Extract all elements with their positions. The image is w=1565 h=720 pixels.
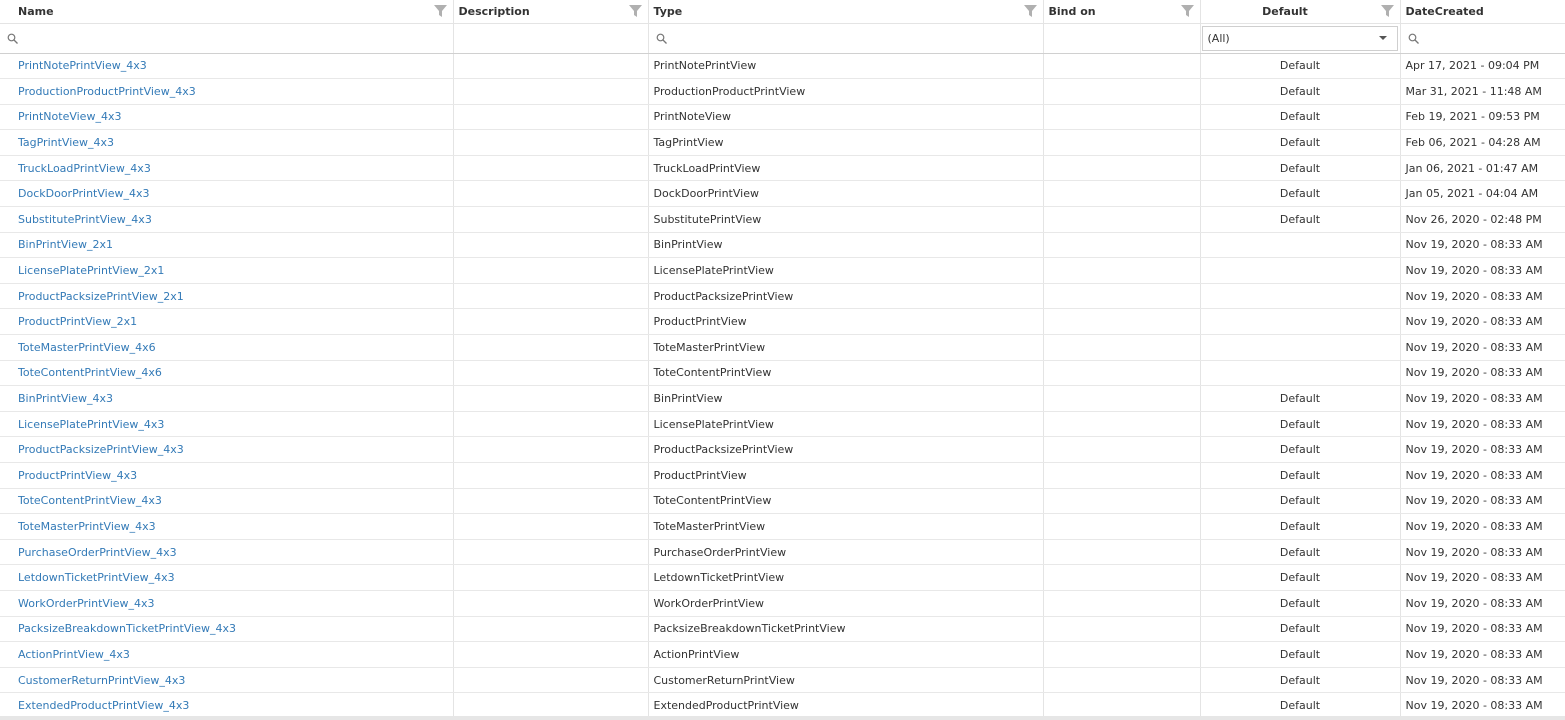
cell-description (453, 155, 648, 181)
cell-default: Default (1200, 539, 1400, 565)
cell-bind-on (1043, 335, 1200, 361)
cell-name (0, 616, 453, 642)
cell-date-created: Nov 19, 2020 - 08:33 AM (1400, 437, 1565, 463)
table-row[interactable] (0, 693, 1565, 719)
cell-type: PrintNotePrintView (648, 53, 1043, 79)
cell-date-created: Jan 05, 2021 - 04:04 AM (1400, 181, 1565, 207)
table-row[interactable] (0, 232, 1565, 258)
cell-type: PrintNoteView (648, 104, 1043, 130)
cell-bind-on (1043, 616, 1200, 642)
cell-date-created: Nov 19, 2020 - 08:33 AM (1400, 565, 1565, 591)
name-link[interactable]: BinPrintView_2x1 (18, 238, 113, 252)
cell-description (453, 207, 648, 233)
cell-description (453, 616, 648, 642)
cell-description (453, 104, 648, 130)
column-header-description-label: Description (458, 4, 530, 18)
filter-funnel-icon[interactable] (1381, 5, 1394, 17)
table-body (0, 53, 1565, 718)
table-row[interactable] (0, 258, 1565, 284)
cell-bind-on (1043, 539, 1200, 565)
cell-default: Default (1200, 463, 1400, 489)
cell-default (1200, 283, 1400, 309)
cell-default: Default (1200, 590, 1400, 616)
cell-description (453, 335, 648, 361)
cell-name (0, 590, 453, 616)
name-link[interactable]: TruckLoadPrintView_4x3 (18, 161, 151, 175)
cell-name (0, 539, 453, 565)
column-header-bind-on[interactable] (1043, 0, 1200, 23)
cell-default: Default (1200, 207, 1400, 233)
cell-description (453, 590, 648, 616)
search-icon (656, 33, 667, 44)
cell-date-created: Jan 06, 2021 - 01:47 AM (1400, 155, 1565, 181)
cell-name (0, 437, 453, 463)
cell-date-created: Apr 17, 2021 - 09:04 PM (1400, 53, 1565, 79)
cell-bind-on (1043, 565, 1200, 591)
cell-default: Default (1200, 104, 1400, 130)
cell-name (0, 335, 453, 361)
filter-funnel-icon[interactable] (629, 5, 642, 17)
table-row[interactable] (0, 514, 1565, 540)
table-row[interactable] (0, 207, 1565, 233)
cell-description (453, 283, 648, 309)
cell-type: DockDoorPrintView (648, 181, 1043, 207)
cell-name (0, 181, 453, 207)
cell-date-created: Feb 06, 2021 - 04:28 AM (1400, 130, 1565, 156)
cell-description (453, 514, 648, 540)
cell-default (1200, 335, 1400, 361)
name-link[interactable]: LicensePlatePrintView_2x1 (18, 264, 165, 278)
table-row[interactable] (0, 411, 1565, 437)
cell-type: ToteContentPrintView (648, 360, 1043, 386)
table-row[interactable] (0, 155, 1565, 181)
cell-type: WorkOrderPrintView (648, 590, 1043, 616)
column-header-default-label: Default (1262, 4, 1308, 18)
column-header-bind-on-label: Bind on (1048, 4, 1096, 18)
cell-description (453, 309, 648, 335)
cell-name (0, 642, 453, 668)
cell-name (0, 565, 453, 591)
cell-date-created: Nov 19, 2020 - 08:33 AM (1400, 693, 1565, 719)
cell-type: BinPrintView (648, 232, 1043, 258)
table-row[interactable] (0, 79, 1565, 105)
table-row[interactable] (0, 104, 1565, 130)
grid-footer-border (0, 716, 1565, 720)
cell-description (453, 642, 648, 668)
name-link[interactable]: CustomerReturnPrintView_4x3 (18, 673, 186, 687)
cell-date-created: Nov 19, 2020 - 08:33 AM (1400, 309, 1565, 335)
name-link[interactable]: SubstitutePrintView_4x3 (18, 212, 152, 226)
name-link[interactable]: PrintNoteView_4x3 (18, 110, 122, 124)
cell-name (0, 360, 453, 386)
name-link[interactable]: PacksizeBreakdownTicketPrintView_4x3 (18, 622, 236, 636)
cell-default (1200, 309, 1400, 335)
cell-bind-on (1043, 514, 1200, 540)
table-row[interactable] (0, 437, 1565, 463)
cell-date-created: Nov 19, 2020 - 08:33 AM (1400, 258, 1565, 284)
table-row[interactable] (0, 590, 1565, 616)
cell-description (453, 130, 648, 156)
name-link[interactable]: WorkOrderPrintView_4x3 (18, 596, 155, 610)
cell-date-created: Nov 19, 2020 - 08:33 AM (1400, 590, 1565, 616)
table-row[interactable] (0, 642, 1565, 668)
cell-type: LicensePlatePrintView (648, 258, 1043, 284)
name-link[interactable]: TagPrintView_4x3 (18, 136, 115, 150)
cell-date-created: Nov 19, 2020 - 08:33 AM (1400, 463, 1565, 489)
cell-date-created: Nov 19, 2020 - 08:33 AM (1400, 539, 1565, 565)
name-link[interactable]: ToteContentPrintView_4x6 (18, 366, 162, 380)
name-link[interactable]: ProductPrintView_2x1 (18, 315, 138, 329)
cell-default: Default (1200, 667, 1400, 693)
cell-bind-on (1043, 463, 1200, 489)
cell-bind-on (1043, 130, 1200, 156)
cell-description (453, 181, 648, 207)
name-link[interactable]: ProductPrintView_4x3 (18, 468, 138, 482)
cell-name (0, 693, 453, 719)
cell-name (0, 155, 453, 181)
cell-date-created: Nov 19, 2020 - 08:33 AM (1400, 514, 1565, 540)
column-header-type[interactable] (648, 0, 1043, 23)
cell-type: ActionPrintView (648, 642, 1043, 668)
cell-date-created: Nov 19, 2020 - 08:33 AM (1400, 488, 1565, 514)
column-header-type-label: Type (653, 4, 683, 18)
table-row[interactable] (0, 565, 1565, 591)
filter-cell-description (453, 23, 648, 53)
name-link[interactable]: PurchaseOrderPrintView_4x3 (18, 545, 177, 559)
cell-bind-on (1043, 590, 1200, 616)
cell-type: PurchaseOrderPrintView (648, 539, 1043, 565)
filter-cell-default (1200, 23, 1400, 53)
cell-bind-on (1043, 411, 1200, 437)
name-link[interactable]: ToteMasterPrintView_4x6 (18, 340, 156, 354)
cell-name (0, 258, 453, 284)
cell-default: Default (1200, 386, 1400, 412)
cell-description (453, 488, 648, 514)
cell-default: Default (1200, 437, 1400, 463)
cell-type: SubstitutePrintView (648, 207, 1043, 233)
search-icon (7, 33, 18, 44)
cell-description (453, 539, 648, 565)
cell-description (453, 437, 648, 463)
cell-type: PacksizeBreakdownTicketPrintView (648, 616, 1043, 642)
cell-description (453, 360, 648, 386)
column-header-name-label: Name (18, 4, 54, 18)
cell-name (0, 386, 453, 412)
table-row[interactable] (0, 667, 1565, 693)
cell-bind-on (1043, 283, 1200, 309)
column-header-name[interactable] (0, 0, 453, 23)
cell-type: ProductPrintView (648, 309, 1043, 335)
search-icon (1408, 33, 1419, 44)
cell-name (0, 488, 453, 514)
name-link[interactable]: ProductionProductPrintView_4x3 (18, 84, 196, 98)
cell-type: ExtendedProductPrintView (648, 693, 1043, 719)
cell-default: Default (1200, 616, 1400, 642)
filter-row (0, 23, 1565, 53)
table-row[interactable] (0, 335, 1565, 361)
cell-description (453, 565, 648, 591)
cell-default: Default (1200, 642, 1400, 668)
table-row[interactable] (0, 53, 1565, 79)
cell-name (0, 53, 453, 79)
cell-name (0, 207, 453, 233)
filter-funnel-icon[interactable] (434, 5, 447, 17)
cell-default: Default (1200, 514, 1400, 540)
name-link[interactable]: ProductPacksizePrintView_4x3 (18, 443, 184, 457)
cell-default: Default (1200, 155, 1400, 181)
cell-bind-on (1043, 258, 1200, 284)
cell-bind-on (1043, 181, 1200, 207)
cell-description (453, 258, 648, 284)
default-filter-value: (All) (1207, 31, 1230, 45)
cell-bind-on (1043, 232, 1200, 258)
cell-type: BinPrintView (648, 386, 1043, 412)
name-link[interactable]: ActionPrintView_4x3 (18, 647, 130, 661)
column-header-default[interactable] (1200, 0, 1400, 23)
cell-bind-on (1043, 104, 1200, 130)
column-header-description[interactable] (453, 0, 648, 23)
cell-bind-on (1043, 667, 1200, 693)
cell-description (453, 693, 648, 719)
cell-name (0, 309, 453, 335)
cell-type: ProductPacksizePrintView (648, 283, 1043, 309)
cell-type: TagPrintView (648, 130, 1043, 156)
cell-default: Default (1200, 488, 1400, 514)
name-link[interactable]: BinPrintView_4x3 (18, 392, 113, 406)
cell-name (0, 514, 453, 540)
cell-type: ToteMasterPrintView (648, 335, 1043, 361)
cell-bind-on (1043, 386, 1200, 412)
name-filter-input[interactable] (0, 24, 453, 53)
table-row[interactable] (0, 181, 1565, 207)
cell-default: Default (1200, 565, 1400, 591)
table-row[interactable] (0, 360, 1565, 386)
cell-default (1200, 232, 1400, 258)
filter-funnel-icon[interactable] (1181, 5, 1194, 17)
cell-default: Default (1200, 693, 1400, 719)
cell-date-created: Nov 19, 2020 - 08:33 AM (1400, 232, 1565, 258)
cell-bind-on (1043, 53, 1200, 79)
column-header-date-created[interactable] (1400, 0, 1565, 23)
cell-date-created: Nov 19, 2020 - 08:33 AM (1400, 616, 1565, 642)
default-filter-dropdown[interactable] (1202, 26, 1398, 51)
cell-date-created: Nov 19, 2020 - 08:33 AM (1400, 642, 1565, 668)
table-row[interactable] (0, 488, 1565, 514)
cell-type: ProductionProductPrintView (648, 79, 1043, 105)
date-filter-input[interactable] (1401, 24, 1565, 53)
cell-description (453, 53, 648, 79)
filter-funnel-icon[interactable] (1024, 5, 1037, 17)
filter-cell-date-created (1400, 23, 1565, 53)
table-row[interactable] (0, 539, 1565, 565)
cell-bind-on (1043, 437, 1200, 463)
cell-date-created: Feb 19, 2021 - 09:53 PM (1400, 104, 1565, 130)
column-header-date-created-label: DateCreated (1405, 4, 1484, 18)
cell-date-created: Nov 26, 2020 - 02:48 PM (1400, 207, 1565, 233)
name-link[interactable]: ExtendedProductPrintView_4x3 (18, 699, 190, 713)
cell-bind-on (1043, 642, 1200, 668)
name-link[interactable]: ToteContentPrintView_4x3 (18, 494, 162, 508)
cell-default: Default (1200, 79, 1400, 105)
table-row[interactable] (0, 130, 1565, 156)
name-link[interactable]: PrintNotePrintView_4x3 (18, 59, 147, 73)
cell-type: ToteContentPrintView (648, 488, 1043, 514)
cell-bind-on (1043, 79, 1200, 105)
table-row[interactable] (0, 386, 1565, 412)
cell-bind-on (1043, 488, 1200, 514)
filter-cell-bind-on (1043, 23, 1200, 53)
cell-description (453, 386, 648, 412)
name-link[interactable]: LicensePlatePrintView_4x3 (18, 417, 165, 431)
cell-description (453, 411, 648, 437)
filter-cell-name (0, 23, 453, 53)
table-row[interactable] (0, 283, 1565, 309)
cell-type: LicensePlatePrintView (648, 411, 1043, 437)
cell-type: CustomerReturnPrintView (648, 667, 1043, 693)
cell-bind-on (1043, 693, 1200, 719)
cell-description (453, 463, 648, 489)
cell-date-created: Nov 19, 2020 - 08:33 AM (1400, 283, 1565, 309)
cell-name (0, 104, 453, 130)
cell-name (0, 130, 453, 156)
filter-cell-type (648, 23, 1043, 53)
cell-type: ToteMasterPrintView (648, 514, 1043, 540)
cell-default: Default (1200, 181, 1400, 207)
cell-name (0, 411, 453, 437)
cell-date-created: Nov 19, 2020 - 08:33 AM (1400, 411, 1565, 437)
cell-type: TruckLoadPrintView (648, 155, 1043, 181)
cell-name (0, 79, 453, 105)
cell-type: ProductPrintView (648, 463, 1043, 489)
cell-default: Default (1200, 411, 1400, 437)
cell-description (453, 667, 648, 693)
type-filter-input[interactable] (649, 24, 1043, 53)
cell-bind-on (1043, 309, 1200, 335)
cell-name (0, 667, 453, 693)
cell-date-created: Mar 31, 2021 - 11:48 AM (1400, 79, 1565, 105)
cell-type: ProductPacksizePrintView (648, 437, 1043, 463)
table-row[interactable] (0, 616, 1565, 642)
cell-bind-on (1043, 207, 1200, 233)
table-row[interactable] (0, 309, 1565, 335)
name-link[interactable]: ProductPacksizePrintView_2x1 (18, 289, 184, 303)
cell-description (453, 232, 648, 258)
cell-name (0, 283, 453, 309)
chevron-down-icon (1379, 36, 1387, 40)
cell-default: Default (1200, 130, 1400, 156)
cell-type: LetdownTicketPrintView (648, 565, 1043, 591)
name-link[interactable]: DockDoorPrintView_4x3 (18, 187, 150, 201)
cell-default (1200, 258, 1400, 284)
cell-description (453, 79, 648, 105)
cell-date-created: Nov 19, 2020 - 08:33 AM (1400, 667, 1565, 693)
cell-date-created: Nov 19, 2020 - 08:33 AM (1400, 360, 1565, 386)
cell-default: Default (1200, 53, 1400, 79)
cell-date-created: Nov 19, 2020 - 08:33 AM (1400, 386, 1565, 412)
cell-bind-on (1043, 360, 1200, 386)
header-row (0, 0, 1565, 23)
cell-date-created: Nov 19, 2020 - 08:33 AM (1400, 335, 1565, 361)
name-link[interactable]: LetdownTicketPrintView_4x3 (18, 571, 175, 585)
cell-bind-on (1043, 155, 1200, 181)
cell-name (0, 232, 453, 258)
table-row[interactable] (0, 463, 1565, 489)
name-link[interactable]: ToteMasterPrintView_4x3 (18, 519, 156, 533)
cell-default (1200, 360, 1400, 386)
cell-name (0, 463, 453, 489)
